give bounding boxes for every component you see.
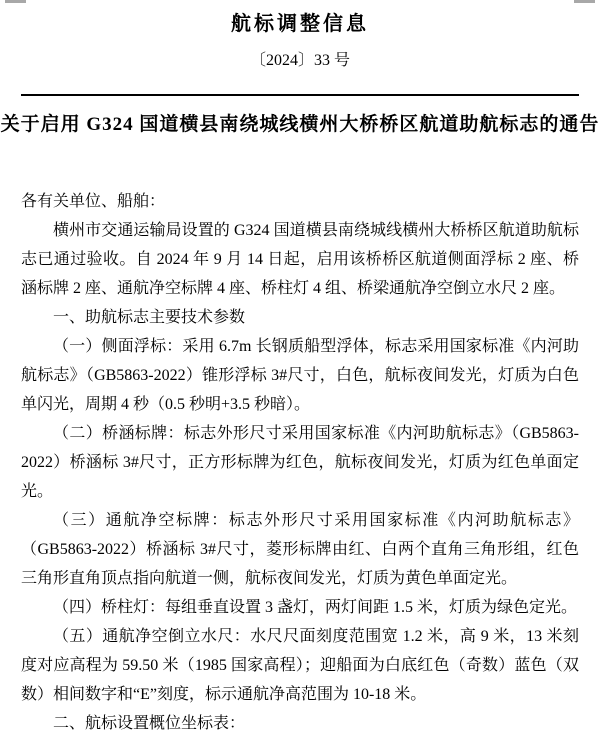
paragraph: 各有关单位、船舶： (21, 193, 166, 210)
paragraph: 二、航标设置概位坐标表： (53, 715, 246, 732)
doc-number: 〔2024〕33 号 (249, 52, 350, 69)
paragraph: （三）通航净空标牌：标志外形尺寸采用国家标准《内河助航标志》（GB5863-2022）桥涵标 3#尺寸，菱形标牌由红、白两个直角三角形组，红色三角形直角顶点指向航道一侧，航标夜间发光，灯质为黄色单面定光。 (21, 512, 579, 587)
paragraph: （四）桥柱灯：每组垂直设置 3 盏灯，两灯间距 1.5 米，灯质为绿色定光。 (53, 599, 578, 616)
doc-body (21, 187, 579, 738)
page-corner-artifact-left (5, 0, 26, 3)
paragraph: （五）通航净空倒立水尺：水尺尺面刻度范围宽 1.2 米，高 9 米，13 米刻度对应高程为 59.50 米（1985 国家高程）；迎船面为白底红色（奇数）蓝色（双数）相间数字和“E”刻度，标示通航净高范围为 10-18 米。 (21, 628, 579, 703)
paragraph: 横州市交通运输局设置的 G324 国道横县南绕城线横州大桥桥区航道助航标志已通过验收。自 2024 年 9 月 14 日起，启用该桥桥区航道侧面浮标 2 座、桥涵标牌 2 座、通航净空标牌 4 座、桥柱灯 4 组、桥梁通航净空倒立水尺 2 座。 (21, 222, 579, 297)
paragraph: （二）桥涵标牌：标志外形尺寸采用国家标准《内河助航标志》（GB5863-2022）桥涵标 3#尺寸，正方形标牌为红色，航标夜间发光，灯质为红色单面定光。 (21, 425, 579, 500)
page-corner-artifact-right (574, 0, 595, 3)
doc-title: 航标调整信息 (231, 13, 369, 35)
title-divider (21, 94, 579, 96)
paragraph: （一）侧面浮标：采用 6.7m 长钢质船型浮体，标志采用国家标准《内河助航标志》（GB5863-2022）锥形浮标 3#尺寸，白色，航标夜间发光，灯质为白色单闪光，周期 4 秒（0.5 秒明+3.5 秒暗）。 (21, 338, 579, 413)
doc-heading: 关于启用 G324 国道横县南绕城线横州大桥桥区航道助航标志的通告 (0, 114, 600, 135)
paragraph: 一、助航标志主要技术参数 (53, 309, 246, 326)
